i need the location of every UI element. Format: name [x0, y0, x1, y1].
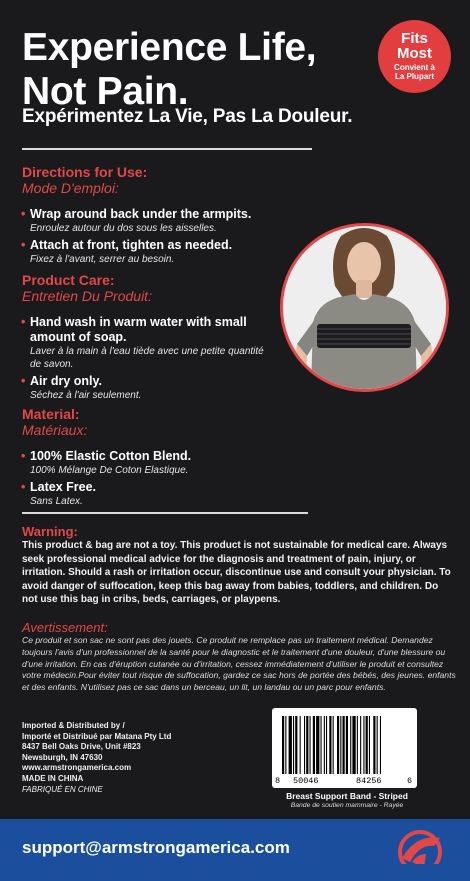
- care-item: • Hand wash in warm water with small amount of soap.: [22, 315, 267, 345]
- directions-item: • Wrap around back under the armpits.: [22, 207, 282, 222]
- made-in-french: FABRIQUÉ EN CHINE: [22, 784, 103, 794]
- material-item: • Latex Free.: [22, 480, 272, 495]
- product-name-french: Bande de soutien mammaire - Rayée: [290, 802, 404, 809]
- importer-line: Importé et Distribué par Matana Pty Ltd: [22, 731, 172, 741]
- barcode-bar: [360, 716, 361, 774]
- badge-line-1: Fits: [401, 30, 428, 47]
- barcode-bar: [316, 716, 319, 774]
- support-email-link[interactable]: support@armstrongamerica.com: [22, 838, 290, 857]
- barcode-bar: [350, 716, 351, 774]
- material-item: • 100% Elastic Cotton Blend.: [22, 449, 272, 464]
- care-section: [22, 272, 267, 402]
- avertissement-section: [22, 620, 456, 694]
- barcode-bar: [326, 716, 327, 774]
- barcode-bar: [380, 716, 381, 774]
- barcode-bar: [346, 716, 348, 774]
- badge-line-2: Most: [397, 45, 432, 62]
- directions-item-french: Enroulez autour du dos sous les aisselles.: [30, 223, 217, 234]
- importer-website: www.armstrongamerica.com: [22, 763, 132, 773]
- material-divider: [22, 512, 308, 514]
- care-item-french: Séchez à l'air seulement.: [30, 390, 142, 401]
- barcode-bar: [282, 716, 284, 774]
- model-illustration: [283, 226, 446, 389]
- footer-bar: [0, 819, 470, 881]
- model-photo: [280, 223, 449, 392]
- headline: [22, 26, 372, 114]
- barcode-bar: [337, 716, 339, 774]
- barcode-bar: [369, 716, 370, 774]
- fits-most-badge: [378, 20, 451, 93]
- barcode-bar: [357, 716, 358, 774]
- barcode-bar: [340, 716, 341, 774]
- barcode-bar: [377, 716, 378, 774]
- directions-section: [22, 164, 282, 266]
- importer-city: Newsburgh, IN 47630: [22, 752, 103, 762]
- directions-heading-french: Mode D'emploi:: [22, 180, 119, 196]
- header-divider: [22, 148, 312, 150]
- armstrong-logo-icon: [396, 828, 444, 876]
- directions-heading: Directions for Use:: [22, 164, 148, 180]
- headline-french: Expérimentez La Vie, Pas La Douleur.: [22, 106, 353, 127]
- headline-line-1: Experience Life,: [22, 26, 317, 69]
- barcode-bar: [300, 716, 301, 774]
- barcode-digit-right: 6: [407, 776, 413, 786]
- warning-section: [22, 524, 452, 607]
- barcode-bar: [363, 716, 364, 774]
- care-item-french: Laver à la main à l'eau tiède avec une petite quantité de savon.: [30, 346, 264, 370]
- avertissement-text: Ce produit et son sac ne sont pas des jouets. Ce produit ne remplace pas un traitement médical. Demandez toujours l'avis d'un professionnel de la santé pour le diagnostic et le traitement d'une douleur, d'une blessure ou d'une irritation. En cas d'éruption cutanée ou d'irritation, cessez immédiatement d'utiliser le produit et consultez votre médecin.Pour éviter tout risque de suffocation, gardez ce sac hors de portée des bébés, des jeunes. enfants et des enfants. N'utilisez pas ce sac dans un berceau, un lit, un landau ou un parc pour enfants.: [22, 635, 456, 693]
- barcode-bar: [313, 716, 315, 774]
- avertissement-heading: Avertissement:: [22, 620, 108, 635]
- barcode-bar: [289, 716, 292, 774]
- barcode-group-1: 50046: [293, 776, 319, 786]
- material-item-french: 100% Mélange De Coton Elastique.: [30, 465, 189, 476]
- barcode-bar: [352, 716, 355, 774]
- barcode-bar: [329, 716, 331, 774]
- barcode-bar: [366, 716, 368, 774]
- barcode-digit-left: 8: [275, 776, 281, 786]
- barcode-group-2: 84256: [356, 776, 382, 786]
- barcode-bar: [293, 716, 294, 774]
- material-heading: Material:: [22, 406, 80, 422]
- badge-french-2: La Plupart: [394, 72, 435, 81]
- importer-line: Imported & Distributed by /: [22, 721, 125, 730]
- headline-line-2: Not Pain.: [22, 70, 189, 113]
- barcode-bar: [285, 716, 286, 774]
- barcode-bar: [306, 716, 308, 774]
- barcode-bar: [373, 716, 375, 774]
- barcode-bar: [343, 716, 345, 774]
- barcode-bar: [310, 716, 311, 774]
- importer-address: 8437 Bell Oaks Drive, Unit #823: [22, 742, 141, 752]
- material-item-french: Sans Latex.: [30, 496, 83, 507]
- made-in: MADE IN CHINA: [22, 773, 84, 783]
- directions-item: • Attach at front, tighten as needed.: [22, 238, 282, 253]
- material-heading-french: Matériaux:: [22, 422, 88, 438]
- importer-info: [22, 721, 262, 795]
- care-heading: Product Care:: [22, 272, 115, 288]
- warning-text: This product & bag are not a toy. This product is not sustainable for medical care. Always seek professional medical advice for the diagnosis and treatment of pain, injury, or irritation. Should a rash or irritation occur, discontinue use and consult your physician. To avoid danger of suffocation, keep this bag away from babies, toddlers, and children. Do not use this bag in cribs, beds, carriages, or playpens.: [22, 540, 451, 606]
- barcode-bar: [324, 716, 325, 774]
- barcode-bar: [295, 716, 297, 774]
- barcode-bar: [333, 716, 334, 774]
- warning-heading: Warning:: [22, 524, 78, 539]
- material-section: [22, 406, 272, 508]
- barcode-bar: [304, 716, 305, 774]
- badge-french-1: Convient à: [394, 63, 435, 72]
- directions-item-french: Fixez à l'avant, serrer au besoin.: [30, 254, 175, 265]
- care-heading-french: Entretien Du Produit:: [22, 288, 152, 304]
- barcode-bar: [321, 716, 322, 774]
- care-item: • Air dry only.: [22, 374, 267, 389]
- product-name: Breast Support Band - Striped: [286, 791, 408, 801]
